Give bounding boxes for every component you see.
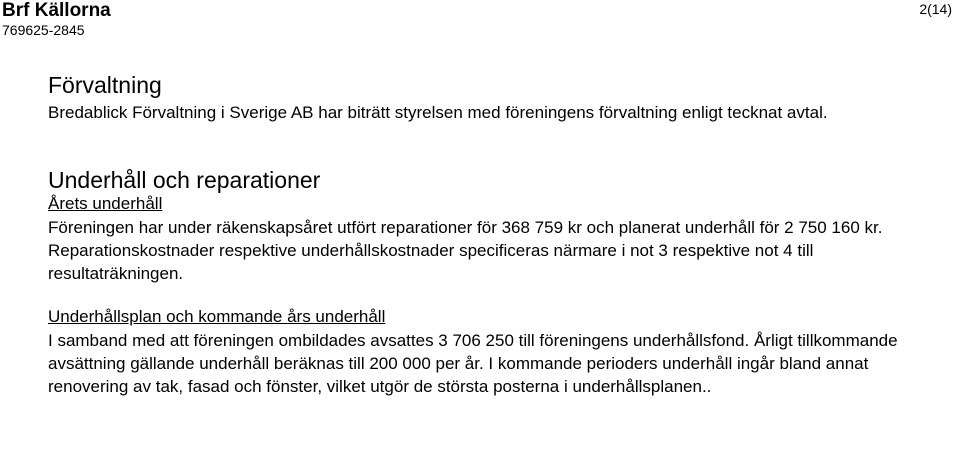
page-number: 2(14) <box>919 1 952 17</box>
subheading-arets-underhall: Årets underhåll <box>48 194 163 214</box>
subheading-underhallsplan: Underhållsplan och kommande års underhåll <box>48 307 386 327</box>
section-heading-underhall: Underhåll och reparationer <box>48 167 321 194</box>
paragraph-forvaltning: Bredablick Förvaltning i Sverige AB har biträtt styrelsen med föreningens förvaltning enligt tecknat avtal. <box>48 103 828 122</box>
paragraph-arets-underhall: Föreningen har under räkenskapsåret utfört reparationer för 368 759 kr och planerat underhåll för 2 750 160 kr. Reparationskostnader respektive underhållskostnader specificeras närmare i not 3 respektive not 4 till resultaträkningen. <box>48 217 883 284</box>
document-body <box>48 69 948 399</box>
paragraph-underhallsplan: I samband med att föreningen ombildades avsattes 3 706 250 till föreningens underhållsfond. Årligt tillkommande avsättning gällande underhåll beräknas till 200 000 per år. I kommande perioders underhåll ingår bland annat renovering av tak, fasad och fönster, vilket utgör de största posterna i underhållsplanen.. <box>48 330 898 397</box>
paragraph-spacer <box>48 285 948 305</box>
organization-number: 769625-2845 <box>2 22 85 38</box>
organization-name: Brf Källorna <box>2 0 111 21</box>
section-underhall <box>48 164 948 398</box>
section-heading-forvaltning: Förvaltning <box>48 72 162 98</box>
section-forvaltning <box>48 69 948 124</box>
